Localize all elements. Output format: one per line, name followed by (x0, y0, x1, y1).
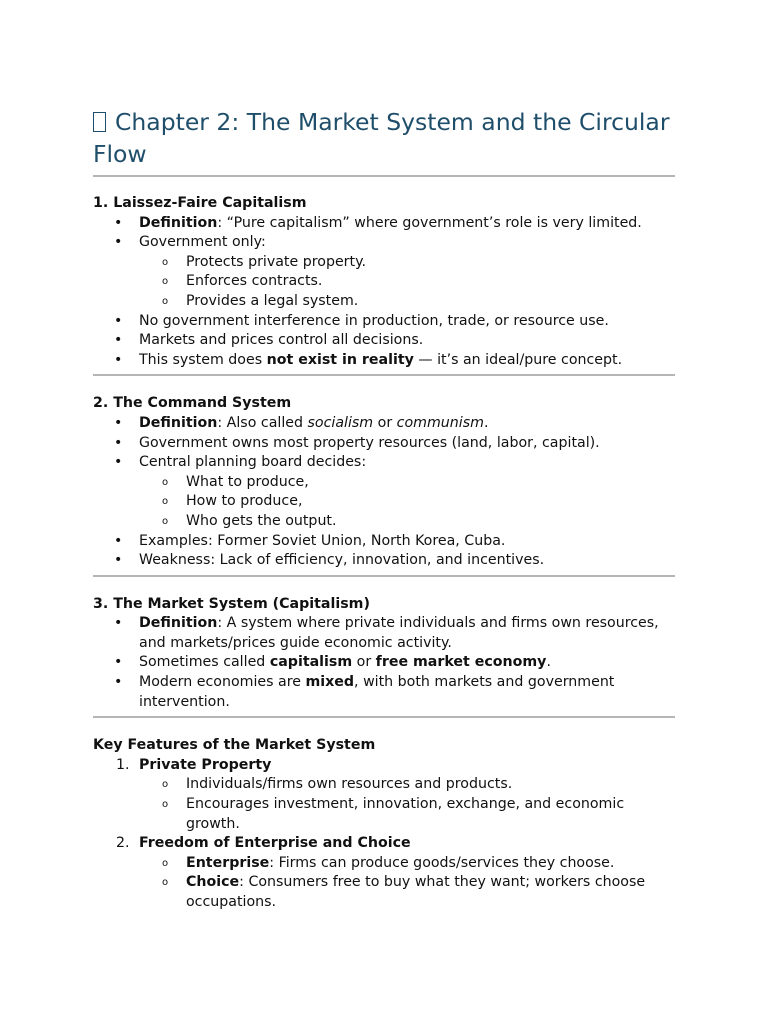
section-heading: 3. The Market System (Capitalism) (93, 595, 370, 612)
bullet-marker: • (114, 312, 123, 329)
bullet-marker: • (114, 532, 123, 549)
bold-text: Choice (186, 874, 240, 891)
list-item (93, 331, 675, 351)
circle-bullet-marker: o (162, 295, 169, 307)
sub-list (139, 854, 675, 913)
sub-list-item (93, 854, 675, 874)
item-text (139, 215, 642, 231)
text-run: . (546, 654, 551, 671)
text-run: Government owns most property resources (land, labor, capital). (139, 434, 600, 451)
text-run: Encourages investment, innovation, exchange, and economic growth. (186, 796, 625, 832)
sub-item-text (186, 776, 512, 792)
numbered-item (93, 834, 675, 912)
sub-list-item (93, 492, 675, 512)
text-run: or (373, 414, 397, 431)
circle-bullet-marker: o (162, 256, 169, 268)
text-run: : “Pure capitalism” where government’s role is very limited. (217, 214, 642, 231)
text-run: Individuals/firms own resources and products. (186, 776, 513, 793)
section-heading: 1. Laissez-Faire Capitalism (93, 195, 307, 211)
circle-bullet-marker: o (162, 877, 169, 889)
sub-list (139, 253, 675, 312)
sub-list-item (93, 473, 675, 493)
item-text (139, 615, 659, 651)
text-run: : Also called (217, 414, 308, 431)
bold-text: free market economy (375, 654, 547, 671)
item-text (139, 674, 614, 710)
sub-item-text: What to produce, (186, 473, 309, 490)
bullet-marker: • (114, 615, 123, 632)
bullet-marker: • (114, 654, 123, 671)
item-text (139, 352, 622, 368)
bullet-marker: • (114, 214, 123, 231)
text-run: : A system where private individuals and firms own resources, and markets/prices guide economic activity. (139, 615, 659, 651)
bullet-marker: • (114, 674, 123, 691)
circle-bullet-marker: o (162, 496, 169, 508)
section-divider (93, 716, 675, 718)
sub-item-text (186, 874, 645, 910)
list-item (93, 453, 675, 531)
numbered-item (93, 756, 675, 834)
title-divider (93, 175, 675, 177)
text-run: Sometimes called (139, 654, 270, 671)
bold-text: Enterprise (186, 854, 270, 871)
circle-bullet-marker: o (162, 799, 169, 811)
sub-list-item (93, 253, 675, 273)
circle-bullet-marker: o (162, 779, 169, 791)
bullet-marker: • (114, 414, 123, 431)
section-divider (93, 374, 675, 376)
text-run: or (352, 654, 376, 671)
numbered-list (93, 756, 675, 913)
text-run: : Consumers free to buy what they want; workers choose occupations. (186, 874, 646, 910)
item-text (139, 435, 600, 451)
list-item (93, 532, 675, 552)
text-run: Weakness: Lack of efficiency, innovation, and incentives. (139, 552, 545, 569)
list-item (93, 351, 675, 371)
bullet-marker: • (114, 234, 123, 251)
bullet-marker: • (114, 454, 123, 471)
sub-list-item (93, 775, 675, 795)
sub-list (139, 775, 675, 834)
bold-text: Definition (139, 414, 218, 431)
text-run: Government only: (139, 234, 266, 251)
item-text (139, 313, 609, 329)
section-heading: Key Features of the Market System (93, 737, 376, 754)
list-item (93, 614, 675, 653)
text-run: Modern economies are (139, 674, 306, 691)
document-body (93, 194, 675, 913)
bullet-marker: • (114, 434, 123, 451)
italic-text: communism (396, 414, 484, 431)
section-heading: 2. The Command System (93, 395, 292, 412)
sub-item-text: Who gets the output. (186, 512, 337, 529)
bullet-list (93, 414, 675, 571)
bullet-marker: • (114, 552, 123, 569)
circle-bullet-marker: o (162, 515, 169, 527)
text-run: Central planning board decides: (139, 454, 367, 471)
bold-text: Definition (139, 615, 218, 632)
item-text (139, 533, 505, 549)
bullet-marker: • (114, 332, 123, 349)
item-text (139, 454, 366, 470)
bold-text: not exist in reality (266, 351, 414, 368)
bold-text: capitalism (269, 654, 353, 671)
sub-item-text: Provides a legal system. (186, 292, 359, 309)
page-title (93, 106, 675, 170)
text-run: . (483, 414, 489, 431)
list-item (93, 653, 675, 673)
list-item (93, 434, 675, 454)
sub-item-text: Enforces contracts. (186, 273, 323, 290)
text-run: This system does (139, 351, 267, 368)
item-text (139, 654, 551, 670)
list-item (93, 312, 675, 332)
number-marker: 2. (116, 835, 130, 852)
missing-glyph-icon (93, 112, 106, 132)
section-divider (93, 575, 675, 577)
bullet-list (93, 214, 675, 371)
number-marker: 1. (116, 756, 130, 773)
sub-item-text (186, 855, 614, 871)
item-text (139, 415, 488, 431)
sub-list-item (93, 272, 675, 292)
item-text (139, 552, 544, 568)
sub-list (139, 473, 675, 532)
bold-text: mixed (305, 674, 355, 691)
text-run: — it’s an ideal/pure concept. (413, 351, 623, 368)
text-run: : Firms can produce goods/services they choose. (269, 854, 615, 871)
page-title-text: Chapter 2: The Market System and the Circular Flow (93, 108, 670, 168)
sub-list-item (93, 512, 675, 532)
bullet-list (93, 614, 675, 712)
italic-text: socialism (307, 414, 374, 431)
item-text (139, 234, 266, 250)
circle-bullet-marker: o (162, 276, 169, 288)
text-run: No government interference in production, trade, or resource use. (139, 312, 609, 329)
bold-text: Definition (139, 214, 218, 231)
numbered-item-label: Freedom of Enterprise and Choice (139, 835, 411, 852)
list-item (93, 673, 675, 712)
sub-list-item (93, 795, 675, 834)
sub-list-item (93, 873, 675, 912)
text-run: Examples: Former Soviet Union, North Korea, Cuba. (139, 532, 506, 549)
item-text (139, 332, 423, 348)
list-item (93, 233, 675, 311)
sub-item-text (186, 796, 624, 832)
list-item (93, 414, 675, 434)
sub-list-item (93, 292, 675, 312)
numbered-item-label: Private Property (139, 756, 272, 773)
sub-item-text: How to produce, (186, 493, 303, 510)
circle-bullet-marker: o (162, 476, 169, 488)
document-page (93, 106, 675, 913)
circle-bullet-marker: o (162, 857, 169, 869)
text-run: Markets and prices control all decisions. (139, 332, 424, 349)
sub-item-text: Protects private property. (186, 253, 366, 270)
list-item (93, 214, 675, 234)
text-run: , with both markets and government intervention. (139, 674, 615, 710)
list-item (93, 551, 675, 571)
bullet-marker: • (114, 351, 123, 368)
